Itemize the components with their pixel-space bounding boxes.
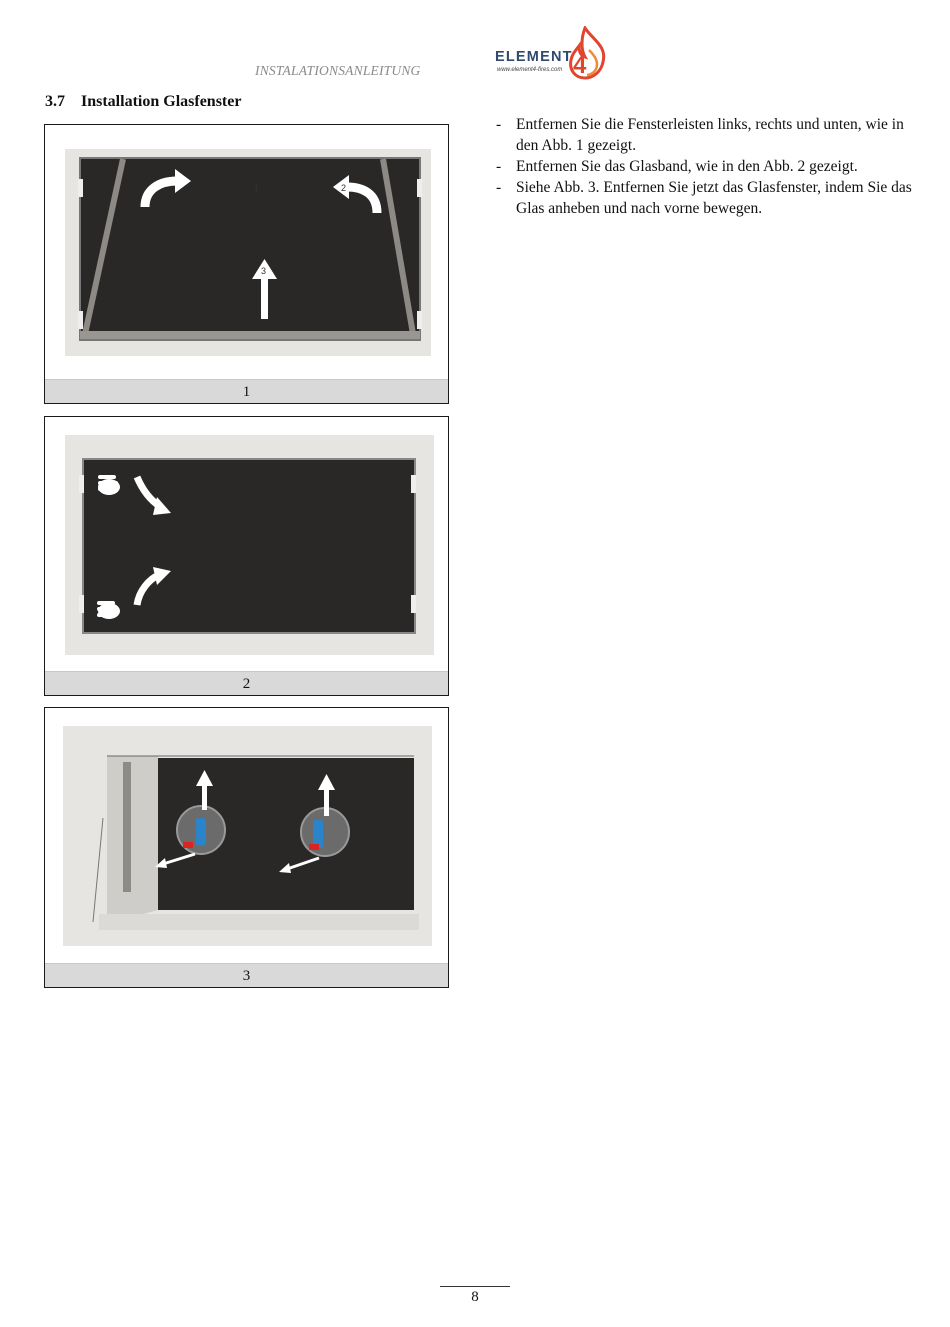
- document-header-title: INSTALATIONSANLEITUNG: [255, 63, 421, 78]
- section-number: 3.7: [45, 93, 65, 110]
- instruction-item: [496, 177, 916, 219]
- figure-1: [44, 124, 449, 404]
- logo-url: www.element4-fires.com: [497, 67, 563, 73]
- instruction-list: [496, 114, 916, 219]
- figure-1-mark-2: 2: [341, 183, 347, 193]
- figure-3: [44, 707, 449, 988]
- element4-logo: [495, 26, 615, 82]
- glass-panel-illustration-1: [65, 149, 431, 356]
- suction-cup-icon: [177, 806, 225, 854]
- logo-number: 4: [573, 52, 587, 79]
- bullet-dash: -: [496, 116, 502, 133]
- section-heading: [45, 93, 241, 111]
- bullet-dash: -: [496, 179, 502, 196]
- figure-3-image: [63, 726, 432, 946]
- figure-3-caption: 3: [45, 963, 448, 987]
- glass-panel-illustration-2: [65, 435, 434, 655]
- instruction-text: Entfernen Sie das Glasband, wie in den Abb. 2 gezeigt.: [516, 158, 858, 175]
- section-title: Installation Glasfenster: [81, 93, 242, 110]
- figure-1-image: [65, 149, 431, 356]
- instruction-item: [496, 114, 916, 156]
- instruction-item: [496, 156, 916, 177]
- logo-wordmark: ELEMENT: [495, 49, 573, 65]
- figure-2-caption: 2: [45, 671, 448, 695]
- figure-2: [44, 416, 449, 696]
- glass-panel-illustration-3: [63, 726, 432, 946]
- figure-1-caption: 1: [45, 379, 448, 403]
- figure-1-mark-3: 3: [261, 266, 267, 276]
- instruction-text: Entfernen Sie die Fensterleisten links, rechts und unten, wie in den Abb. 1 gezeigt.: [516, 116, 904, 154]
- figure-1-mark-1: 1: [254, 183, 260, 193]
- instruction-text: Siehe Abb. 3. Entfernen Sie jetzt das Glasfenster, indem Sie das Glas anheben und nach vorne bewegen.: [516, 179, 912, 217]
- figure-2-image: [65, 435, 434, 655]
- bullet-dash: -: [496, 158, 502, 175]
- page-number: 8: [471, 1289, 479, 1305]
- footer-rule: [440, 1286, 510, 1287]
